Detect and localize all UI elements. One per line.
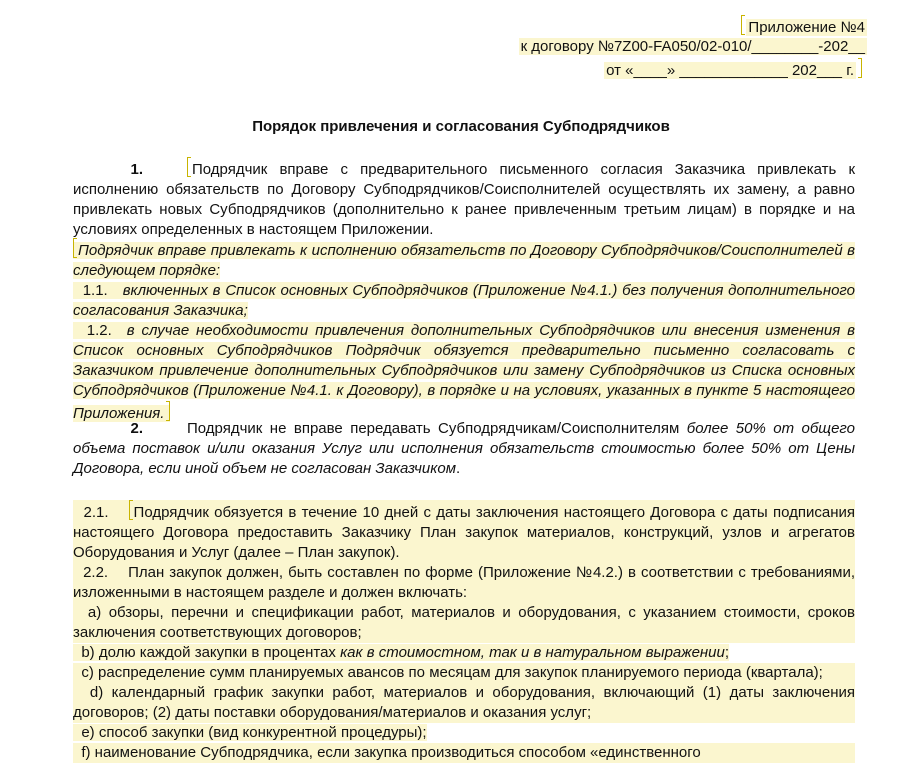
section-1 (73, 157, 855, 240)
section-2-paragraph: 2. Подрядчик не вправе передавать Субподрядчикам/Соисполнителям более 50% от общего объема поставок и/или оказания Услуг или исполнения обязательств стоимостью более 50% от Цены Договора, если иной объем не согласован Заказчиком. (73, 420, 855, 477)
appendix-number: Приложение №4 (741, 15, 867, 38)
section-1-insert (73, 238, 855, 424)
insertion-start-marker (73, 238, 77, 258)
list-item-b: b) долю каждой закупки в процентах как в стоимостном, так и в натуральном выражении; (73, 643, 855, 663)
list-item-c: с) распределение сумм планируемых авансов по месяцам для закупок планируемого периода (квартала); (73, 663, 855, 683)
list-item-a: а) обзоры, перечни и спецификации работ, материалов и оборудования, с указанием стоимости, сроков заключения соответствующих договоров; (73, 604, 855, 641)
section-2 (73, 419, 855, 479)
insertion-end-marker (166, 401, 170, 421)
insertion-end-marker (858, 58, 862, 78)
insertion-start-marker (187, 157, 191, 177)
contract-reference: к договору №7Z00-FA050/02-010/________-202__ (520, 38, 865, 55)
item-1-2: 1.2. в случае необходимости привлечения дополнительных Субподрядчиков или внесения изменения в Список основных Субподрядчиков Подрядчик обязуется предварительно письменно согласовать с Заказчиком привлечение дополнительных Субподрядчиков или замену Субподрядчиков из Списка основных Субподрядчиков (Приложение №4.1. к Договору), в порядке и на условиях, указанных в пункте 5 настоящего Приложения. (73, 322, 855, 422)
insertion-start-marker (741, 15, 745, 35)
section-2-number: 2. (130, 420, 143, 437)
contract-date: от «____» _____________ 202___ г. (604, 58, 862, 81)
item-1-1: 1.1. включенных в Список основных Субподрядчиков (Приложение №4.1.) без получения дополнительного согласования Заказчика; (73, 282, 855, 319)
section-2-1-paragraph: 2.1. Подрядчик обязуется в течение 10 дней с даты заключения настоящего Договора с даты подписания настоящего Договора предоставить Заказчику План закупок материалов, конструкций, узлов и агрегатов Оборудования и Услуг (далее – План закупок). (73, 500, 855, 563)
section-1-paragraph: 1. Подрядчик вправе с предварительного письменного согласия Заказчика привлекать к исполнению обязательств по Договору Субподрядчиков/Соисполнителей осуществлять их замену, а равно привлекать новых Субподрядчиков (дополнительно к ранее привлеченным третьим лицам) в порядке и на условиях определенных в настоящем Приложении. (73, 157, 855, 240)
section-1-intro: Подрядчик вправе привлекать к исполнению обязательств по Договору Субподрядчиков/Соисполнителей в следующем порядке: (73, 238, 855, 281)
list-item-f: f) наименование Субподрядчика, если закупка производиться способом «единственного (73, 743, 855, 763)
document-title: Порядок привлечения и согласования Субподрядчиков (252, 118, 670, 135)
section-2-1 (73, 500, 855, 763)
list-item-d: d) календарный график закупки работ, материалов и оборудования, включающий (1) даты заключения договоров; (2) даты поставки оборудования/материалов и оказания услуг; (73, 684, 855, 721)
section-1-number: 1. (130, 161, 143, 178)
insertion-start-marker (129, 500, 133, 520)
section-2-2-paragraph: 2.2. План закупок должен, быть составлен по форме (Приложение №4.2.) в соответствии с требованиями, изложенными в настоящем разделе и должен включать: (73, 564, 855, 601)
list-item-e: е) способ закупки (вид конкурентной процедуры); (73, 723, 855, 743)
